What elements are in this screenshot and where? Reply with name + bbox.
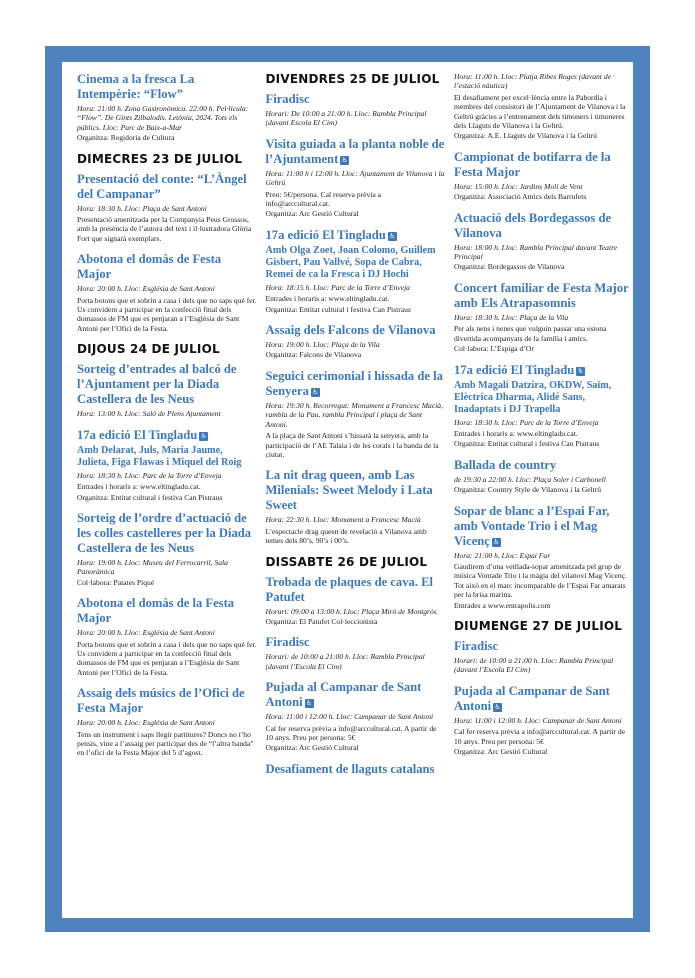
event	[266, 635, 446, 671]
event-title	[454, 363, 629, 378]
event-organizer: Organitza: Falcons de Vilanova	[265, 350, 362, 360]
event-title-text: 17a edició El Tingladu	[454, 362, 575, 377]
event	[266, 468, 446, 545]
event-info: Hora: 11:00 h i 12:00 h. Lloc: Ajuntament de Vilanova i la Geltrú	[265, 168, 445, 188]
event-description: Presentació amenitzada per la Companyia Peus Grossos, amb la presència de l’autora del text i il·lustradora Glòria Fort que signarà exemplars.	[77, 215, 252, 243]
event	[266, 680, 446, 753]
event-title-text: 17a edició El Tingladu	[265, 227, 386, 242]
event-title	[266, 137, 446, 167]
day-heading: DISSABTE 26 DE JULIOL	[265, 554, 428, 569]
accessibility-icon: ♿	[305, 699, 313, 708]
event-title: Trobada de plaques de cava. El Patufet	[265, 574, 433, 604]
event	[266, 762, 446, 777]
event	[454, 363, 629, 449]
event-info: de 19:30 a 22:00 h. Lloc: Plaça Soler i Carbonell	[454, 474, 606, 484]
accessibility-icon: ♿	[494, 702, 501, 711]
column-1	[77, 62, 257, 918]
event-organizer: Organitza: Bordegassos de Vilanova	[454, 262, 565, 272]
event-info: Hora: 11:00 h. Lloc: Platja Ribes Roges (davant de l’estació nàutica)	[454, 72, 611, 91]
event	[454, 72, 629, 141]
event-title: Actuació dels Bordegassos de Vilanova	[454, 210, 612, 240]
event-title-text: Seguici cerimonial i hissada de la Senyera	[265, 368, 443, 398]
day-heading: DIJOUS 24 DE JULIOL	[77, 342, 220, 357]
event-description: Entrades i horaris a: www.eltingladu.cat.	[265, 294, 390, 304]
event	[454, 150, 629, 202]
event-info: Hora: 20:00 h. Lloc: Església de Sant Antoni	[77, 628, 215, 638]
event-title-text: Pujada al Campanar de Sant Antoni	[454, 683, 610, 713]
event-title	[454, 504, 629, 549]
event	[454, 504, 629, 610]
event-title	[266, 228, 446, 243]
event-description: Entrades i horaris a: www.eltingladu.cat.	[454, 428, 578, 438]
event-title: Concert familiar de Festa Major amb Els Atrapasomnis	[454, 280, 629, 310]
event-description: Preu: 5€/persona. Cal reserva prèvia a info@arccultural.cat.	[265, 189, 382, 209]
event-title: La nit drag queen, amb Las Milenials: Sweet Melody i Lata Sweet	[265, 468, 433, 513]
column-3	[454, 62, 629, 918]
event-title: Firadisc	[265, 92, 310, 106]
event-info: Hora: 18:30 h. Lloc: Plaça de Sant Antoni	[77, 203, 207, 213]
event-title: Abotona el domàs de Festa Major	[77, 252, 222, 282]
event-organizer: Organitza: Arc Gestió Cultural	[265, 209, 359, 219]
event	[77, 428, 257, 502]
accessibility-icon: ♿	[577, 366, 584, 375]
event-organizer: Col·labora: Patates Piqué	[77, 577, 155, 587]
event-info: Hora: 13:00 h. Lloc: Saló de Plens Ajuntament	[77, 409, 221, 419]
event-info: Hora: 21:00 h. Lloc: Espai Far	[454, 550, 551, 560]
event-organizer: Organitza: Entitat cultural i festiva Can Pistraus	[77, 492, 223, 502]
event-title: Assaig dels músics de l’Ofici de Festa Major	[77, 686, 245, 716]
event-description: El desafiament per excel·lència entre la Pabordia i membres del consistori de l’Ajuntament de Vilanova i la Geltrú gràcies a l’entrenament dels timoners i timoneres dels Llaguts de Vilanova i la Geltrú.	[454, 92, 626, 131]
accessibility-icon: ♿	[341, 155, 348, 164]
event	[77, 511, 257, 587]
event-info: Hora: 19:30 h. Recorregut: Monument a Francesc Macià, rambla de la Pau, rambla Principal i plaça de Sant Antoni.	[265, 400, 443, 429]
event-title-text: Pujada al Campanar de Sant Antoni	[265, 680, 422, 710]
event-title: Firadisc	[454, 638, 499, 653]
event	[266, 575, 446, 627]
event	[454, 639, 629, 675]
day-heading: DIMECRES 23 DE JULIOL	[77, 151, 243, 166]
event	[77, 172, 257, 244]
event-lineup: Amb Delarat, Juls, Maria Jaume, Julieta, Figa Flawas i Miquel del Roig	[77, 444, 242, 468]
event-organizer: Entrades a www.entrapolis.com	[454, 600, 551, 610]
day-heading: DIUMENGE 27 DE JULIOL	[454, 618, 623, 633]
accessibility-icon: ♿	[389, 231, 396, 240]
event-organizer: Organitza: Associació Amics dels Barrufets	[454, 192, 587, 202]
event-info: Hora: 22:30 h. Lloc: Monument a Francesc Macià	[265, 515, 421, 525]
event-description: Porta botons que et sobrin a casa i dels que no saps què fer. Us convidem a participar en la confecció final dels domassos de FM que es penjaran a l’Església de Sant Antoni per l’Ofici de la Festa.	[77, 639, 257, 677]
event-info: Hora: 15:00 h. Lloc: Jardins Molí de Vent	[454, 181, 583, 191]
event-info: Hora: 18:30 h. Lloc: Parc de la Torre d’Enveja	[454, 417, 599, 427]
event-description: Cal fer reserva prèvia a info@arccultural.cat. A partir de 10 anys. Preu per persona: 5€	[265, 723, 437, 742]
event-organizer: Col·labora: L’Espiga d’Or	[454, 344, 534, 354]
event-title: Firadisc	[265, 635, 310, 650]
event-description: Entrades i horaris a: www.eltingladu.cat.	[77, 482, 201, 492]
event-title: Abotona el domàs de la Festa Major	[77, 596, 235, 626]
accessibility-icon: ♿	[200, 431, 207, 440]
event-info: Hora: 19:00 h. Lloc: Plaça de la Vila	[265, 340, 380, 350]
event-title-text: Sopar de blanc a l’Espai Far, amb Vontade Trio i el Mag Vicenç	[454, 503, 610, 548]
event	[77, 72, 257, 143]
event	[266, 92, 446, 128]
event-info: Hora: 20:00 h. Lloc: Església de Sant Antoni	[77, 718, 215, 728]
event-title-text: Visita guiada a la planta noble de l’Ajuntament	[265, 136, 445, 166]
event-info: Hora: 18:30 h. Lloc: Parc de la Torre d’Enveja	[77, 470, 222, 480]
event-description: A la plaça de Sant Antoni s’hissarà la senyera, amb la participació de l’AE Talaia i de les corals i la banda de la ciutat.	[265, 431, 439, 459]
event	[454, 458, 629, 495]
column-2	[266, 62, 446, 918]
event-title: Sorteig d’entrades al balcó de l’Ajuntament per la Diada Castellera de les Neus	[77, 362, 237, 407]
event-info: Hora: 18:30 h. Lloc: Plaça de la Vila	[454, 312, 569, 322]
event-title: Desafiament de llaguts catalans	[265, 761, 435, 776]
event-title: Sorteig de l’ordre d’actuació de les colles castelleres per la Diada Castellera de les Neus	[77, 510, 252, 555]
day-heading: DIVENDRES 25 DE JULIOL	[265, 72, 440, 86]
programme-page	[62, 62, 633, 918]
event-title: Presentació del conte: “L’Àngel del Campanar”	[77, 171, 247, 201]
event-description: Gaudirem d’una vetllada-sopar amenitzada pel grup de música Vontade Trio i la màgia del vilanoví Mag Vicenç. Tot això en el marc incomparable de l’Espai Far amarats per la brisa marina.	[454, 561, 627, 600]
event	[77, 362, 257, 418]
event	[266, 369, 446, 459]
event-info: Hora: 11:00 i 12:00 h. Lloc: Campanar de Sant Antoni	[454, 715, 622, 725]
event-description: L’espectacle drag queen de revelació a Vilanova amb temes dels 80’s, 90’s i 00’s.	[265, 526, 427, 546]
event-info: Hora: 21:00 h. Zona Gastronòmica. 22:00 h. Pel·lícula: “Flow”. De Gints Zilbalodis. Letònia, 2024. Tots els públics. Lloc: Parc de Baix-a-Mar	[77, 104, 249, 132]
event-title: Ballada de country	[454, 457, 557, 472]
event-description: Tens un instrument i saps llegir partitures? Doncs no t’ho pensis, vine a l’assaig per participar des de “l’altra banda” en l’ofici de la Festa Major del 5 d’agost.	[77, 729, 254, 758]
event-title	[77, 428, 257, 443]
event-title: Assaig dels Falcons de Vilanova	[265, 323, 436, 338]
event-info: Horari: de 10:00 a 21:00 h. Lloc: Rambla Principal (davant l’Escola El Cim)	[265, 652, 425, 671]
event-description: Cal fer reserva prèvia a info@arccultural.cat. A partir de 10 anys. Preu per persona: 5€	[454, 727, 626, 746]
accessibility-icon: ♿	[493, 537, 500, 546]
event	[77, 252, 257, 333]
event	[77, 596, 257, 677]
event-organizer: Organitza: Arc Gestió Cultural	[454, 747, 548, 756]
event	[266, 323, 446, 360]
event-organizer: Organitza: Arc Gestió Cultural	[265, 743, 359, 753]
event-info: Horari: 09:00 a 13:00 h. Lloc: Plaça Miró de Montgròs	[265, 606, 437, 616]
event-info: Hora: 11:00 i 12:00 h. Lloc: Campanar de Sant Antoni	[265, 712, 434, 722]
event	[266, 137, 446, 219]
event-title	[266, 680, 446, 710]
event-organizer: Organitza: A.E. Llaguts de Vilanova i la Geltrú	[454, 131, 597, 141]
event-title: Campionat de botifarra de la Festa Major	[454, 149, 611, 179]
event-organizer: Organitza: Entitat cultural i festiva Can Pistraus	[265, 304, 411, 314]
event-title: Cinema a la fresca La Intempèrie: “Flow”	[77, 72, 195, 101]
event-info: Horari: De 10:00 a 21:00 h. Lloc: Rambla Principal (davant Escola El Cim)	[265, 109, 427, 128]
event-info: Hora: 19:00 h. Lloc: Museu del Ferrocarril, Sala Panoràmica	[77, 557, 228, 577]
event-description: Porta botons que et sobrin a casa i dels que no saps què fer. Us convidem a participar en la confecció final dels domassos de FM que es penjaran a l’Església de Sant Antoni per l’Ofici de la Festa.	[77, 295, 257, 333]
event-title	[454, 684, 629, 714]
event-info: Hora: 18:15 h. Lloc: Parc de la Torre d’Enveja	[265, 282, 410, 292]
event	[454, 684, 629, 757]
event-organizer: Organitza: Regidoria de Cultura	[77, 133, 175, 143]
event-lineup: Amb Olga Zoet, Joan Colomo, Guillem Gisbert, Pau Vallvé, Sopa de Cabra, Remei de ca la Fresca i DJ Hochi	[265, 244, 436, 280]
event	[77, 686, 257, 758]
event	[454, 281, 629, 354]
event-info: Horari: de 10:00 a 21:00 h. Lloc: Rambla Principal (davant l’Escola El Cim)	[454, 655, 614, 675]
event-info: Hora: 20:00 h. Lloc: Església de Sant Antoni	[77, 284, 215, 294]
event-organizer: Organitza: Entitat cultural i festiva Can Pistraus	[454, 439, 600, 449]
event-organizer: Organitza: El Patufet Col·leccionista	[265, 616, 378, 626]
event	[454, 211, 629, 272]
accessibility-icon: ♿	[312, 387, 319, 396]
event-description: Per als nens i nenes que vulguin passar una estona divertida acompanyats de la família i amics.	[454, 324, 607, 343]
event-lineup: Amb Magalí Datzira, OKDW, Saïm, Elèctrica Dharma, Alidé Sans, Inadaptats i DJ Trapella	[454, 379, 612, 415]
event-info: Hora: 18:00 h. Lloc: Rambla Principal davant Teatre Principal	[454, 242, 618, 262]
event-organizer: Organitza: Country Style de Vilanova i la Geltrú	[454, 485, 602, 495]
event	[266, 228, 446, 314]
event-title-text: 17a edició El Tingladu	[77, 427, 198, 442]
event-title	[266, 369, 446, 399]
